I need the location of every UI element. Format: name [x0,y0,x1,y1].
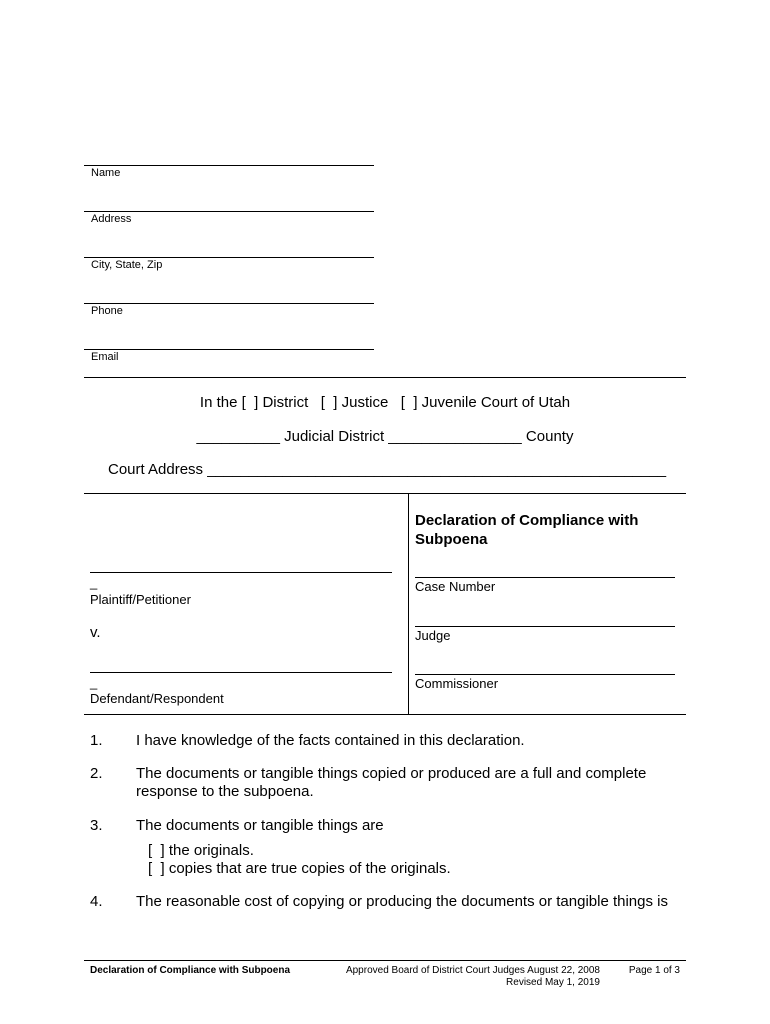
copies-checkbox-option[interactable]: [ ] copies that are true copies of the originals. [148,860,451,877]
versus-label: v. [90,624,101,641]
judicial-district-line: __________ Judicial District ________________ County [196,428,574,445]
item-text: The documents or tangible things are [136,817,384,834]
defendant-label: Defendant/Respondent [90,691,224,706]
footer-rule [84,960,686,961]
court-type-line: In the [ ] District [ ] Justice [ ] Juvenile Court of Utah [199,394,571,411]
footer-form-title: Declaration of Compliance with Subpoena [90,965,291,976]
item-text: The reasonable cost of copying or producing the documents or tangible things is [136,893,668,910]
defendant-line[interactable] [90,672,392,673]
court-address-line: Court Address _______________________________________________________ [108,461,667,478]
plaintiff-line[interactable] [90,572,392,573]
name-line[interactable] [84,165,374,166]
address-label: Address [91,213,132,225]
address-line[interactable] [84,211,374,212]
caption-divider [408,493,409,714]
case-number-line[interactable] [415,577,675,578]
footer-revision-date: Revised May 1, 2019 [506,977,600,988]
plaintiff-label: Plaintiff/Petitioner [90,592,191,607]
item-number: 4. [90,893,103,910]
defendant-underscore: _ [90,675,98,690]
item-text: I have knowledge of the facts contained in this declaration. [136,732,525,749]
commissioner-line[interactable] [415,674,675,675]
city-state-zip-label: City, State, Zip [91,259,163,271]
case-number-label: Case Number [415,579,496,594]
email-line[interactable] [84,349,374,350]
footer-approval-date: Approved Board of District Court Judges August 22, 2008 [345,965,600,976]
originals-checkbox-option[interactable]: [ ] the originals. [148,842,254,859]
phone-line[interactable] [84,303,374,304]
caption-top-rule [84,493,686,494]
city-state-zip-line[interactable] [84,257,374,258]
document-title: Declaration of Compliance with Subpoena [415,512,639,548]
commissioner-label: Commissioner [415,676,499,691]
item-number: 2. [90,765,103,782]
item-text: The documents or tangible things copied or produced are a full and complete response to the subpoena. [136,765,647,800]
item-number: 3. [90,817,103,834]
name-label: Name [91,167,121,179]
court-header-top-rule [84,377,686,378]
footer-page-number: Page 1 of 3 [628,965,680,976]
judge-line[interactable] [415,626,675,627]
plaintiff-underscore: _ [90,575,98,590]
email-label: Email [91,351,119,363]
caption-bottom-rule [84,714,686,715]
phone-label: Phone [91,305,123,317]
judge-label: Judge [415,628,451,643]
item-number: 1. [90,732,103,749]
